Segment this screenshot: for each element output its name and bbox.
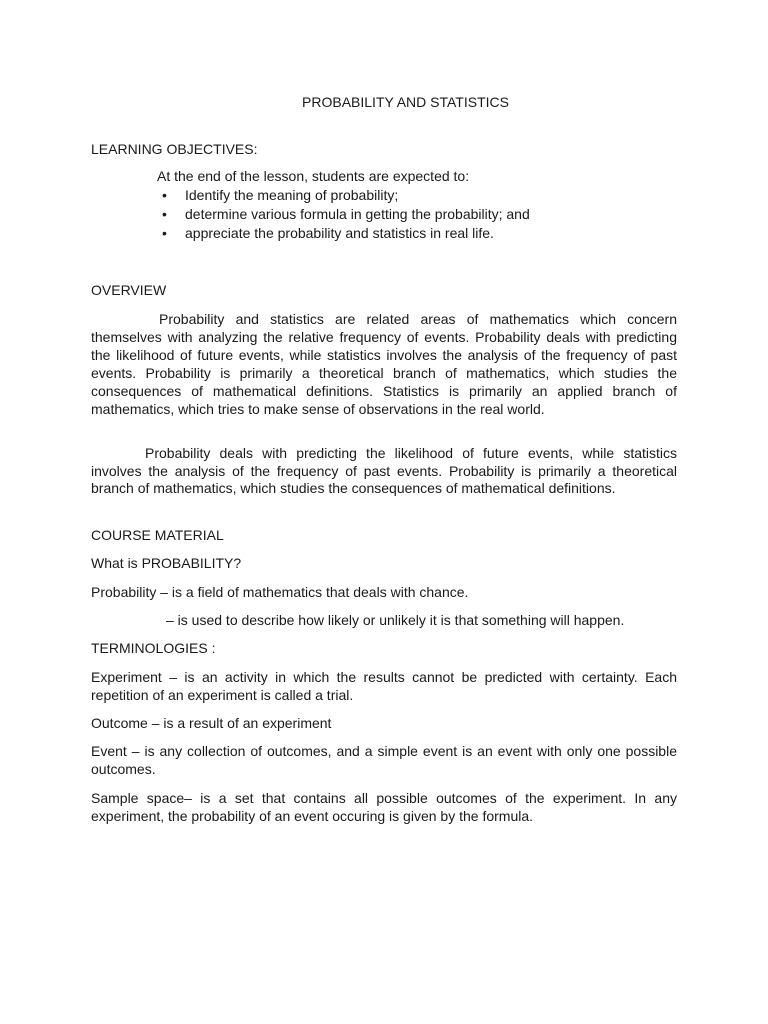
overview-paragraph-1: Probability and statistics are related areas of mathematics which concern themselves with analyzing the relative frequency of events. Probability deals with predicting the likelihood of future events, while statistics involves the analysis of the frequency of past events. Probability is primarily a theoretical branch of mathematics, which studies the consequences of mathematical definitions. Statistics is primarily an applied branch of mathematics, which tries to make sense of observations in the real world. [91, 311, 677, 417]
list-item-text: Identify the meaning of probability; [185, 187, 399, 203]
list-item-text: determine various formula in getting the probability; and [185, 206, 530, 222]
bullet-icon: • [162, 187, 167, 203]
learning-objectives-intro: At the end of the lesson, students are expected to: [157, 168, 470, 184]
terminologies-heading: TERMINOLOGIES : [91, 640, 216, 656]
overview-paragraph-2: Probability deals with predicting the likelihood of future events, while statistics involves the analysis of the frequency of past events. Probability is primarily a theoretical branch of mathematics, which studies the consequences of mathematical definitions. [91, 445, 677, 496]
list-item [157, 224, 530, 243]
probability-definition-2: – is used to describe how likely or unlikely it is that something will happen. [166, 612, 625, 628]
list-item [157, 205, 530, 224]
probability-question: What is PROBABILITY? [91, 555, 242, 571]
course-material-heading: COURSE MATERIAL [91, 527, 224, 543]
term-sample-space: Sample space– is a set that contains all possible outcomes of the experiment. In any experiment, the probability of an event occuring is given by the formula. [91, 790, 677, 824]
probability-definition-1: Probability – is a field of mathematics that deals with chance. [91, 584, 469, 600]
learning-objectives-heading: LEARNING OBJECTIVES: [91, 141, 258, 157]
bullet-icon: • [162, 225, 167, 241]
term-outcome: Outcome – is a result of an experiment [91, 715, 332, 731]
term-event: Event – is any collection of outcomes, and a simple event is an event with only one possible outcomes. [91, 743, 677, 777]
document-title: PROBABILITY AND STATISTICS [302, 94, 509, 110]
overview-heading: OVERVIEW [91, 282, 167, 298]
list-item-text: appreciate the probability and statistics in real life. [185, 225, 494, 241]
term-experiment: Experiment – is an activity in which the results cannot be predicted with certainty. Each repetition of an experiment is called a trial. [91, 669, 677, 703]
learning-objectives-list [157, 186, 530, 243]
list-item [157, 186, 530, 205]
bullet-icon: • [162, 206, 167, 222]
